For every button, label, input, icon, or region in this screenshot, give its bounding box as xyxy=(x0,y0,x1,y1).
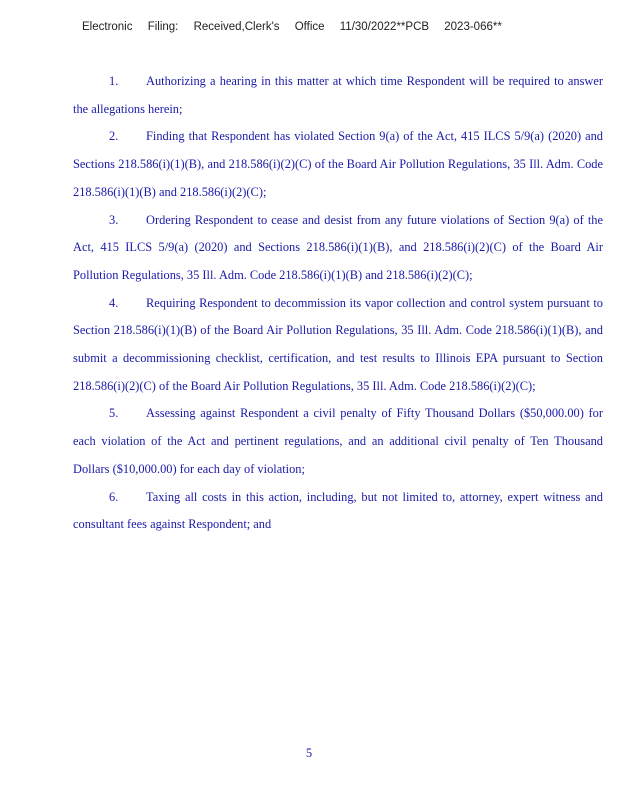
list-item xyxy=(73,400,603,483)
list-item xyxy=(73,290,603,401)
item-text: Ordering Respondent to cease and desist from any future violations of Section 9(a) of the Act, 415 ILCS 5/9(a) (2020) and Sections 218.586(i)(1)(B), and 218.586(i)(2)(C) of the Board Air Pollution Regulations, 35 Ill. Adm. Code 218.586(i)(1)(B) and 218.586(i)(2)(C); xyxy=(73,212,603,282)
item-number: 2. xyxy=(109,129,119,144)
page-number: 5 xyxy=(305,746,313,760)
header-filing: Filing: xyxy=(147,21,179,33)
item-number: 5. xyxy=(109,406,119,421)
item-text: Authorizing a hearing in this matter at which time Respondent will be required to answer the allegations herein; xyxy=(73,74,603,116)
item-number: 1. xyxy=(109,74,119,88)
list-item xyxy=(73,123,603,206)
filing-header xyxy=(82,21,514,33)
item-text: Finding that Respondent has violated Section 9(a) of the Act, 415 ILCS 5/9(a) (2020) and Sections 218.586(i)(1)(B), and 218.586(i)(2)(C) of the Board Air Pollution Regulations, 35 Ill. Adm. Code 218.586(i)(1)(B) and 218.586(i)(2)(C); xyxy=(73,129,603,199)
header-date: 11/30/2022**PCB xyxy=(339,21,430,33)
prayer-for-relief-list xyxy=(73,68,603,539)
header-office: Office xyxy=(294,21,325,33)
list-item xyxy=(73,68,603,123)
list-item xyxy=(73,484,603,539)
item-number: 4. xyxy=(109,295,119,310)
header-case-number: 2023-066** xyxy=(444,21,502,33)
item-text: Requiring Respondent to decommission its vapor collection and control system pursuant to Section 218.586(i)(1)(B) of the Board Air Pollution Regulations, 35 Ill. Adm. Code 218.586(i)(1)(B), and submit a decommissioning checklist, certification, and test results to Illinois EPA pursuant to Section 218.586(i)(2)(C) of the Board Air Pollution Regulations, 35 Ill. Adm. Code 218.586(i)(2)(C); xyxy=(73,295,603,393)
list-item xyxy=(73,207,603,290)
item-text: Taxing all costs in this action, including, but not limited to, attorney, expert witness and consultant fees against Respondent; and xyxy=(73,489,603,532)
header-received: Received,Clerk's xyxy=(193,21,280,33)
item-text: Assessing against Respondent a civil penalty of Fifty Thousand Dollars ($50,000.00) for each violation of the Act and pertinent regulations, and an additional civil penalty of Ten Thousand Dollars ($10,000.00) for each day of violation; xyxy=(73,406,603,476)
item-number: 3. xyxy=(109,212,119,227)
item-number: 6. xyxy=(109,489,119,504)
header-electronic: Electronic xyxy=(82,21,133,33)
